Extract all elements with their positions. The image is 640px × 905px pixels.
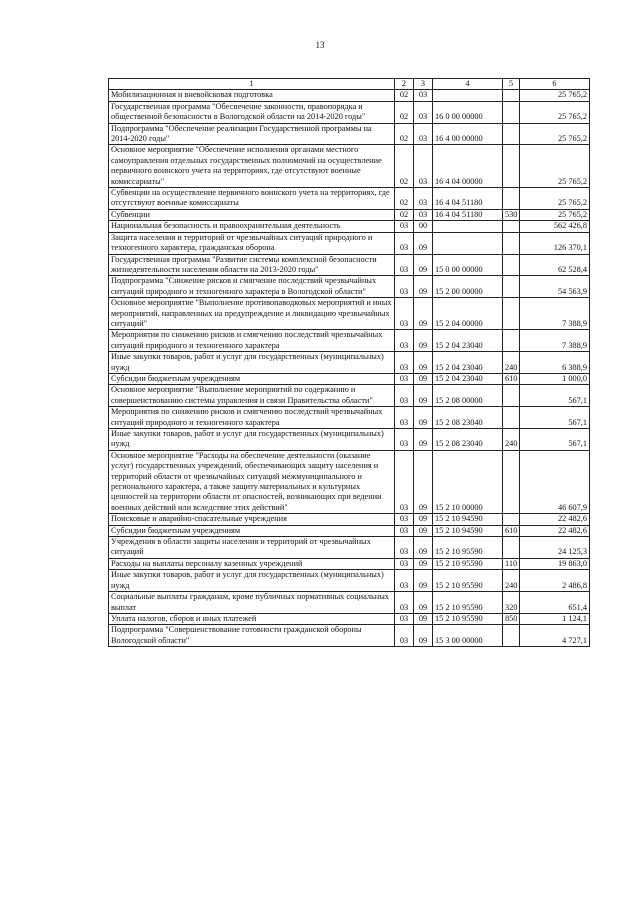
row-section-cell: 03 <box>395 373 414 384</box>
row-target-article-cell: 16 4 00 00000 <box>433 123 503 145</box>
row-section-cell: 02 <box>395 101 414 123</box>
row-name-cell: Основное мероприятие "Обеспечение исполнения органами местного самоуправления отдельных государственных полномочий на осуществление первичного воинского учета на территориях, где отсутствуют военные комиссариаты" <box>109 145 395 188</box>
row-amount-cell: 4 727,1 <box>520 625 590 647</box>
table-row <box>109 407 590 429</box>
row-amount-cell: 25 765,2 <box>520 101 590 123</box>
row-name-cell: Государственная программа "Обеспечение законности, правопорядка и общественной безопасности в Вологодской области на 2014-2020 годы" <box>109 101 395 123</box>
row-amount-cell: 567,1 <box>520 385 590 407</box>
row-target-article-cell: 15 2 04 00000 <box>433 298 503 330</box>
row-amount-cell: 46 607,9 <box>520 450 590 513</box>
row-subsection-cell: 09 <box>414 276 433 298</box>
row-name-cell: Национальная безопасность и правоохранительная деятельность <box>109 221 395 232</box>
row-name-cell: Иные закупки товаров, работ и услуг для государственных (муниципальных) нужд <box>109 570 395 592</box>
row-subsection-cell: 09 <box>414 385 433 407</box>
row-name-cell: Основное мероприятие "Выполнение мероприятий по содержанию и совершенствованию системы управления и связи Правительства области" <box>109 385 395 407</box>
row-section-cell: 03 <box>395 429 414 451</box>
row-section-cell: 03 <box>395 352 414 374</box>
table-row <box>109 145 590 188</box>
table-row <box>109 123 590 145</box>
table-row <box>109 514 590 525</box>
row-target-article-cell: 15 3 00 00000 <box>433 625 503 647</box>
row-target-article-cell: 16 0 00 00000 <box>433 101 503 123</box>
table-row <box>109 625 590 647</box>
row-name-cell: Субвенции <box>109 209 395 220</box>
row-target-article-cell: 15 2 10 94590 <box>433 525 503 536</box>
row-expense-type-cell: 240 <box>503 429 520 451</box>
row-target-article-cell: 16 4 04 51180 <box>433 209 503 220</box>
row-subsection-cell: 03 <box>414 209 433 220</box>
row-subsection-cell: 09 <box>414 330 433 352</box>
row-expense-type-cell: 240 <box>503 570 520 592</box>
row-name-cell: Расходы на выплаты персоналу казенных учреждений <box>109 558 395 569</box>
table-row <box>109 537 590 559</box>
row-expense-type-cell: 610 <box>503 373 520 384</box>
row-target-article-cell: 15 2 10 95590 <box>433 613 503 624</box>
row-expense-type-cell: 240 <box>503 352 520 374</box>
row-expense-type-cell <box>503 276 520 298</box>
row-target-article-cell: 15 2 08 23040 <box>433 429 503 451</box>
row-target-article-cell: 15 2 08 23040 <box>433 407 503 429</box>
row-subsection-cell: 09 <box>414 613 433 624</box>
row-name-cell: Подпрограмма "Обеспечение реализации Государственной программы на 2014-2020 годы" <box>109 123 395 145</box>
row-amount-cell: 2 486,8 <box>520 570 590 592</box>
row-subsection-cell: 09 <box>414 570 433 592</box>
row-target-article-cell: 16 4 04 00000 <box>433 145 503 188</box>
row-target-article-cell: 15 0 00 00000 <box>433 254 503 276</box>
row-amount-cell: 25 765,2 <box>520 90 590 101</box>
row-section-cell: 02 <box>395 209 414 220</box>
row-section-cell: 02 <box>395 188 414 210</box>
row-subsection-cell: 09 <box>414 558 433 569</box>
row-section-cell: 03 <box>395 254 414 276</box>
row-amount-cell: 567,1 <box>520 407 590 429</box>
row-name-cell: Государственная программа "Развитие системы комплексной безопасности жизнедеятельности населения области на 2013-2020 годы" <box>109 254 395 276</box>
row-section-cell: 02 <box>395 145 414 188</box>
row-target-article-cell: 15 2 10 00000 <box>433 450 503 513</box>
table-row <box>109 352 590 374</box>
row-amount-cell: 54 563,9 <box>520 276 590 298</box>
table-row <box>109 592 590 614</box>
row-amount-cell: 22 482,6 <box>520 514 590 525</box>
row-subsection-cell: 09 <box>414 373 433 384</box>
row-expense-type-cell <box>503 188 520 210</box>
row-name-cell: Социальные выплаты гражданам, кроме публичных нормативных социальных выплат <box>109 592 395 614</box>
row-section-cell: 02 <box>395 90 414 101</box>
row-section-cell: 03 <box>395 570 414 592</box>
row-expense-type-cell <box>503 537 520 559</box>
row-expense-type-cell <box>503 330 520 352</box>
row-expense-type-cell: 320 <box>503 592 520 614</box>
row-subsection-cell: 09 <box>414 352 433 374</box>
row-target-article-cell: 15 2 10 94590 <box>433 514 503 525</box>
row-subsection-cell: 09 <box>414 450 433 513</box>
row-section-cell: 03 <box>395 298 414 330</box>
row-subsection-cell: 09 <box>414 514 433 525</box>
table-row <box>109 429 590 451</box>
row-subsection-cell: 03 <box>414 101 433 123</box>
row-section-cell: 03 <box>395 558 414 569</box>
row-expense-type-cell <box>503 101 520 123</box>
row-name-cell: Субвенции на осуществление первичного воинского учета на территориях, где отсутствуют военные комиссариаты <box>109 188 395 210</box>
table-row <box>109 232 590 254</box>
row-target-article-cell: 16 4 04 51180 <box>433 188 503 210</box>
row-name-cell: Учреждения в области защиты населения и территорий от чрезвычайных ситуаций <box>109 537 395 559</box>
row-target-article-cell <box>433 221 503 232</box>
row-section-cell: 03 <box>395 592 414 614</box>
row-name-cell: Субсидии бюджетным учреждениям <box>109 373 395 384</box>
row-expense-type-cell <box>503 145 520 188</box>
row-amount-cell: 562 426,8 <box>520 221 590 232</box>
row-section-cell: 03 <box>395 407 414 429</box>
row-amount-cell: 25 765,2 <box>520 209 590 220</box>
header-cell-1: 1 <box>109 79 395 90</box>
row-expense-type-cell: 850 <box>503 613 520 624</box>
budget-table <box>108 78 590 647</box>
row-section-cell: 03 <box>395 385 414 407</box>
row-section-cell: 03 <box>395 514 414 525</box>
row-name-cell: Субсидии бюджетным учреждениям <box>109 525 395 536</box>
header-cell-5: 5 <box>503 79 520 90</box>
row-target-article-cell: 15 2 04 23040 <box>433 330 503 352</box>
row-subsection-cell: 09 <box>414 525 433 536</box>
row-amount-cell: 24 125,3 <box>520 537 590 559</box>
row-expense-type-cell <box>503 298 520 330</box>
row-subsection-cell: 03 <box>414 90 433 101</box>
table-row <box>109 450 590 513</box>
row-subsection-cell: 09 <box>414 592 433 614</box>
row-target-article-cell: 15 2 04 23040 <box>433 352 503 374</box>
page-number: 13 <box>315 40 325 50</box>
row-name-cell: Мероприятия по снижению рисков и смягчению последствий чрезвычайных ситуаций природного и техногенного характера <box>109 407 395 429</box>
table-row <box>109 298 590 330</box>
row-target-article-cell: 15 2 00 00000 <box>433 276 503 298</box>
header-cell-4: 4 <box>433 79 503 90</box>
row-amount-cell: 19 863,0 <box>520 558 590 569</box>
row-expense-type-cell <box>503 221 520 232</box>
row-subsection-cell: 03 <box>414 188 433 210</box>
row-target-article-cell: 15 2 10 95590 <box>433 537 503 559</box>
row-subsection-cell: 03 <box>414 145 433 188</box>
row-section-cell: 03 <box>395 221 414 232</box>
row-expense-type-cell <box>503 232 520 254</box>
row-target-article-cell: 15 2 10 95590 <box>433 558 503 569</box>
table-row <box>109 254 590 276</box>
row-name-cell: Поисковые и аварийно-спасательные учреждения <box>109 514 395 525</box>
row-expense-type-cell <box>503 123 520 145</box>
row-subsection-cell: 09 <box>414 537 433 559</box>
row-expense-type-cell <box>503 514 520 525</box>
row-name-cell: Защита населения и территорий от чрезвычайных ситуаций природного и техногенного характера, гражданская оборона <box>109 232 395 254</box>
table-row <box>109 276 590 298</box>
row-amount-cell: 62 528,4 <box>520 254 590 276</box>
header-cell-3: 3 <box>414 79 433 90</box>
row-amount-cell: 25 765,2 <box>520 123 590 145</box>
row-target-article-cell: 15 2 08 00000 <box>433 385 503 407</box>
row-target-article-cell: 15 2 04 23040 <box>433 373 503 384</box>
row-section-cell: 03 <box>395 330 414 352</box>
row-name-cell: Основное мероприятие "Расходы на обеспечение деятельности (оказание услуг) государственных учреждений, обеспечивающих защиту населения и территорий области от чрезвычайных ситуаций межмуниципального и регионального характера, а также защиту материальных и культурных ценностей на территории области от опасностей, возникающих при ведении военных действий или вследствие этих действий" <box>109 450 395 513</box>
row-name-cell: Иные закупки товаров, работ и услуг для государственных (муниципальных) нужд <box>109 429 395 451</box>
row-name-cell: Уплата налогов, сборов и иных платежей <box>109 613 395 624</box>
row-subsection-cell: 03 <box>414 123 433 145</box>
row-subsection-cell: 00 <box>414 221 433 232</box>
row-section-cell: 03 <box>395 276 414 298</box>
row-target-article-cell: 15 2 10 95590 <box>433 570 503 592</box>
table-row <box>109 558 590 569</box>
row-amount-cell: 25 765,2 <box>520 145 590 188</box>
row-subsection-cell: 09 <box>414 254 433 276</box>
row-subsection-cell: 09 <box>414 407 433 429</box>
row-name-cell: Мероприятия по снижению рисков и смягчению последствий чрезвычайных ситуаций природного и техногенного характера <box>109 330 395 352</box>
row-subsection-cell: 09 <box>414 429 433 451</box>
row-expense-type-cell <box>503 90 520 101</box>
header-cell-6: 6 <box>520 79 590 90</box>
row-expense-type-cell <box>503 625 520 647</box>
row-subsection-cell: 09 <box>414 298 433 330</box>
table-row <box>109 570 590 592</box>
row-section-cell: 03 <box>395 613 414 624</box>
table-row <box>109 525 590 536</box>
row-amount-cell: 22 482,6 <box>520 525 590 536</box>
row-section-cell: 02 <box>395 123 414 145</box>
table-row <box>109 90 590 101</box>
row-target-article-cell: 15 2 10 95590 <box>433 592 503 614</box>
row-target-article-cell <box>433 90 503 101</box>
row-expense-type-cell <box>503 385 520 407</box>
row-section-cell: 03 <box>395 450 414 513</box>
row-expense-type-cell <box>503 450 520 513</box>
row-expense-type-cell <box>503 407 520 429</box>
row-section-cell: 03 <box>395 525 414 536</box>
row-amount-cell: 1 000,0 <box>520 373 590 384</box>
table-row <box>109 188 590 210</box>
row-amount-cell: 1 124,1 <box>520 613 590 624</box>
table-row <box>109 373 590 384</box>
row-section-cell: 03 <box>395 625 414 647</box>
row-amount-cell: 7 388,9 <box>520 330 590 352</box>
row-expense-type-cell: 530 <box>503 209 520 220</box>
row-amount-cell: 126 370,1 <box>520 232 590 254</box>
row-subsection-cell: 09 <box>414 625 433 647</box>
table-row <box>109 101 590 123</box>
table-row <box>109 209 590 220</box>
row-amount-cell: 567,1 <box>520 429 590 451</box>
row-name-cell: Мобилизационная и вневойсковая подготовка <box>109 90 395 101</box>
row-amount-cell: 6 388,9 <box>520 352 590 374</box>
row-section-cell: 03 <box>395 232 414 254</box>
table-row <box>109 385 590 407</box>
table-row <box>109 221 590 232</box>
row-amount-cell: 651,4 <box>520 592 590 614</box>
row-amount-cell: 7 388,9 <box>520 298 590 330</box>
row-expense-type-cell: 610 <box>503 525 520 536</box>
header-cell-2: 2 <box>395 79 414 90</box>
row-name-cell: Иные закупки товаров, работ и услуг для государственных (муниципальных) нужд <box>109 352 395 374</box>
table-row <box>109 613 590 624</box>
row-name-cell: Подпрограмма "Снижение рисков и смягчение последствий чрезвычайных ситуаций природного и техногенного характера в Вологодской области" <box>109 276 395 298</box>
row-section-cell: 03 <box>395 537 414 559</box>
row-expense-type-cell <box>503 254 520 276</box>
table-header-row <box>109 79 590 90</box>
row-name-cell: Подпрограмма "Совершенствование готовности гражданской обороны Вологодской области" <box>109 625 395 647</box>
table-row <box>109 330 590 352</box>
row-subsection-cell: 09 <box>414 232 433 254</box>
row-target-article-cell <box>433 232 503 254</box>
row-name-cell: Основное мероприятие "Выполнение противопаводковых мероприятий и иных мероприятий, направленных на предупреждение и ликвидацию чрезвычайных ситуаций" <box>109 298 395 330</box>
row-amount-cell: 25 765,2 <box>520 188 590 210</box>
row-expense-type-cell: 110 <box>503 558 520 569</box>
